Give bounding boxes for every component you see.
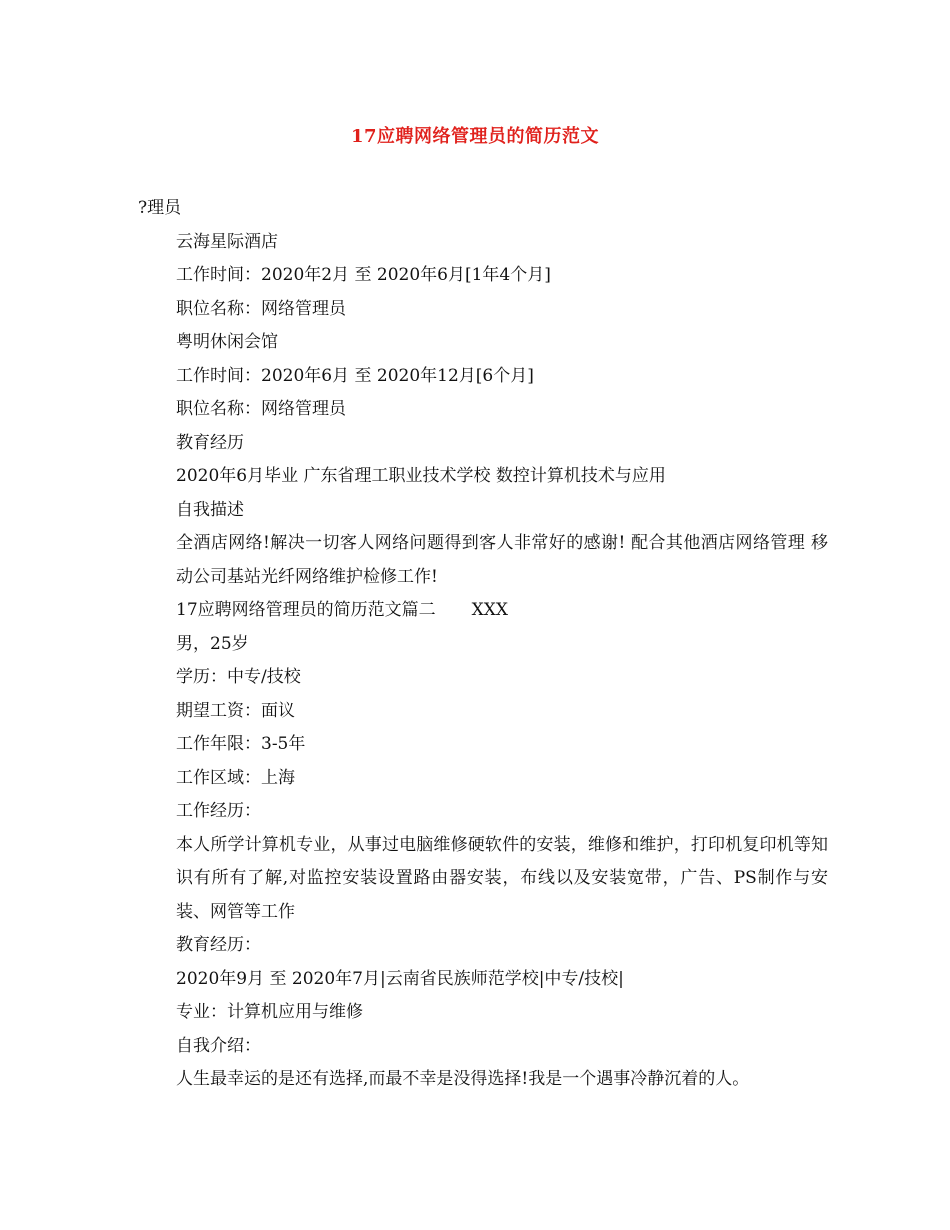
section-heading: 17应聘网络管理员的简历范文篇二	[176, 600, 436, 620]
text-line: ?理员	[138, 198, 182, 218]
text-line: 工作年限：3-5年	[176, 734, 306, 754]
text-line: 工作时间：2020年6月 至 2020年12月[6个月]	[176, 365, 534, 386]
text-line: 男，25岁	[176, 633, 249, 654]
text-line: 学历：中专/技校	[176, 667, 301, 687]
text-line: 工作时间：2020年2月 至 2020年6月[1年4个月]	[176, 265, 551, 285]
document-body	[138, 192, 828, 1097]
text-line: 粤明休闲会馆	[176, 332, 278, 352]
text-line: 期望工资：面议	[176, 700, 295, 721]
text-line: 教育经历：	[176, 935, 261, 955]
text-line: 2020年9月 至 2020年7月|云南省民族师范学校|中专/技校|	[176, 968, 624, 989]
text-paragraph: 本人所学计算机专业，从事过电脑维修硬软件的安装，维修和维护，打印机复印机等知识有所有了解,对监控安装设置路由器安装，布线以及安装宽带，广告、PS制作与安装、网管等工作	[176, 834, 828, 922]
text-line: 2020年6月毕业 广东省理工职业技术学校 数控计算机技术与应用	[176, 466, 666, 486]
text-line: 自我描述	[176, 499, 244, 520]
text-line: 职位名称：网络管理员	[176, 399, 346, 419]
text-line: 工作区域：上海	[176, 767, 295, 788]
text-line: 职位名称：网络管理员	[176, 298, 346, 319]
text-line: 工作经历：	[176, 801, 261, 821]
candidate-name: XXX	[471, 600, 508, 620]
text-line: 云海星际酒店	[176, 231, 278, 252]
text-line: 人生最幸运的是还有选择,而最不幸是没得选择!我是一个遇事冷静沉着的人。	[176, 1069, 750, 1089]
text-line: 教育经历	[176, 432, 244, 453]
document-title: 17应聘网络管理员的简历范文	[350, 126, 600, 147]
text-line: 自我介绍：	[176, 1035, 261, 1056]
text-line: 专业：计算机应用与维修	[176, 1002, 363, 1022]
text-line	[138, 594, 828, 628]
text-paragraph: 全酒店网络!解决一切客人网络问题得到客人非常好的感谢! 配合其他酒店网络管理 移动公司基站光纤网络维护检修工作!	[176, 533, 828, 587]
